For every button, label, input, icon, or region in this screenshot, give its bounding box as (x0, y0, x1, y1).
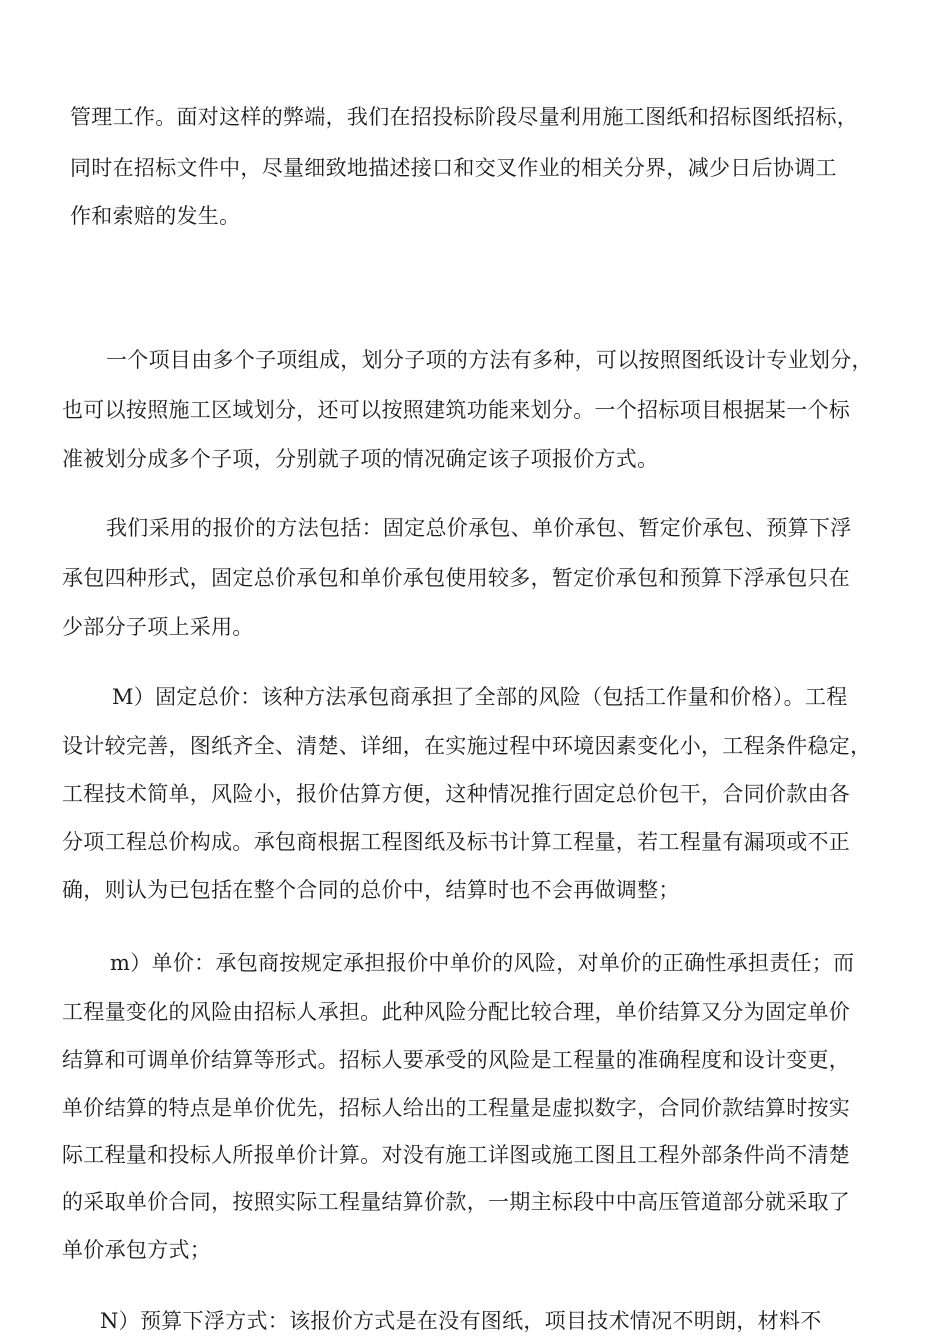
paragraph-4-line-3: 工程技术简单，风险小，报价估算方便，这种情况推行固定总价包干，合同价款由各 (62, 782, 851, 806)
paragraph-5-line-4: 单价结算的特点是单价优先，招标人给出的工程量是虚拟数字，合同价款结算时按实 (62, 1096, 851, 1120)
paragraph-2-line-3: 准被划分成多个子项，分别就子项的情况确定该子项报价方式。 (62, 447, 659, 471)
paragraph-4-line-4: 分项工程总价构成。承包商根据工程图纸及标书计算工程量，若工程量有漏项或不正 (62, 830, 851, 854)
paragraph-4-line-5: 确，则认为已包括在整个合同的总价中，结算时也不会再做调整； (62, 878, 680, 902)
paragraph-4-line-2: 设计较完善，图纸齐全、清楚、详细，在实施过程中环境因素变化小，工程条件稳定， (62, 734, 872, 758)
paragraph-5-line-6: 的采取单价合同，按照实际工程量结算价款，一期主标段中中高压管道部分就采取了 (62, 1190, 851, 1214)
paragraph-2-line-1: 一个项目由多个子项组成，划分子项的方法有多种，可以按照图纸设计专业划分， (106, 348, 873, 372)
paragraph-3-line-2: 承包四种形式，固定总价承包和单价承包使用较多，暂定价承包和预算下浮承包只在 (62, 566, 851, 590)
paragraph-5-line-2: 工程量变化的风险由招标人承担。此种风险分配比较合理，单价结算又分为固定单价 (62, 1000, 851, 1024)
paragraph-5-line-7: 单价承包方式； (62, 1238, 212, 1262)
paragraph-1-line-2: 同时在招标文件中，尽量细致地描述接口和交叉作业的相关分界，减少日后协调工 (70, 156, 837, 180)
paragraph-2-line-2: 也可以按照施工区域划分，还可以按照建筑功能来划分。一个招标项目根据某一个标 (62, 398, 851, 422)
paragraph-5-line-5: 际工程量和投标人所报单价计算。对没有施工详图或施工图且工程外部条件尚不清楚 (62, 1143, 851, 1167)
paragraph-6-line-1: N）预算下浮方式：该报价方式是在没有图纸，项目技术情况不明朗，材料不 (100, 1309, 822, 1333)
paragraph-5-line-3: 结算和可调单价结算等形式。招标人要承受的风险是工程量的准确程度和设计变更， (62, 1048, 851, 1072)
paragraph-5-line-1: m）单价：承包商按规定承担报价中单价的风险，对单价的正确性承担责任；而 (110, 951, 855, 975)
paragraph-3-line-3: 少部分子项上采用。 (62, 615, 254, 639)
paragraph-1-line-3: 作和索赔的发生。 (70, 204, 241, 228)
paragraph-3-line-1: 我们采用的报价的方法包括：固定总价承包、单价承包、暂定价承包、预算下浮 (106, 516, 852, 540)
paragraph-1-line-1: 管理工作。面对这样的弊端，我们在招投标阶段尽量利用施工图纸和招标图纸招标， (70, 105, 859, 129)
paragraph-4-line-1: M）固定总价：该种方法承包商承担了全部的风险（包括工作量和价格）。工程 (112, 685, 848, 709)
